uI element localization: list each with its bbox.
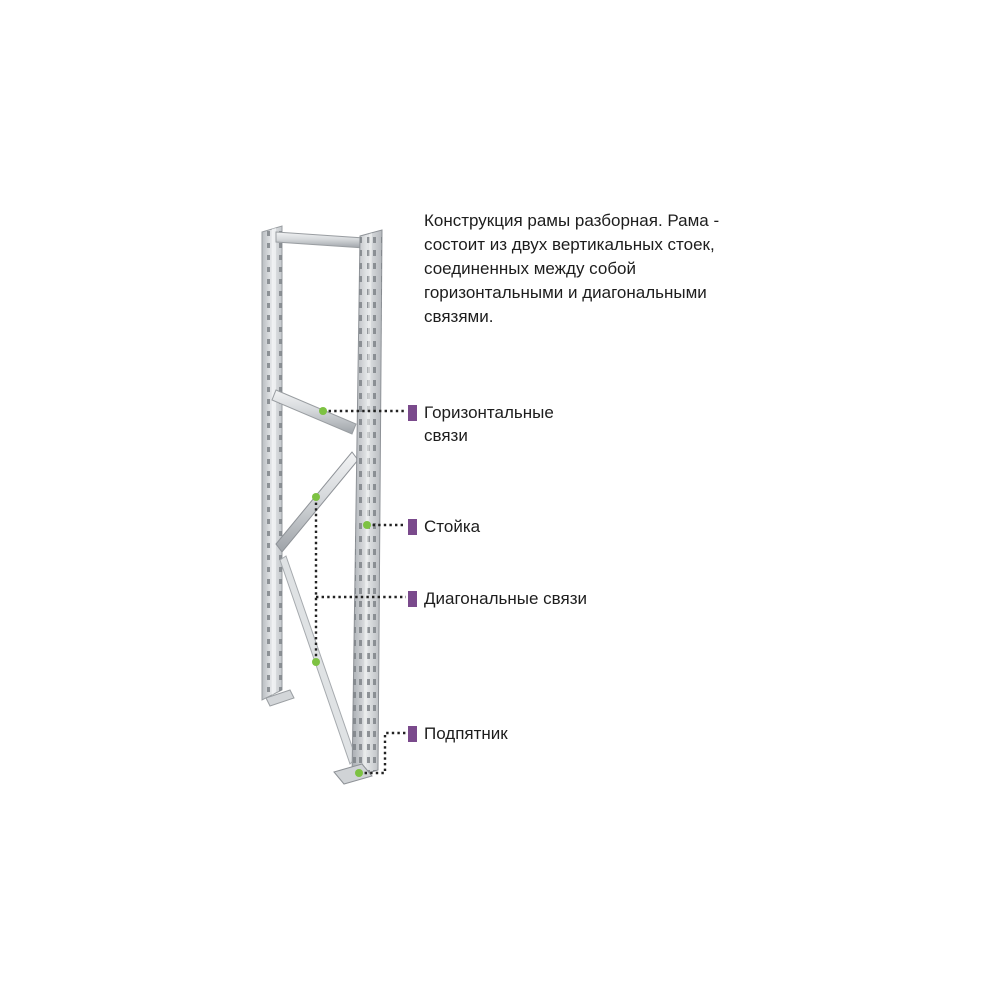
callout-label: Стойка [424, 517, 481, 536]
top-horizontal-brace [276, 232, 364, 248]
dot-footplate [355, 769, 363, 777]
dot-upright [363, 521, 371, 529]
frame-description: Конструкция рамы разборная. Рама - состоит из двух вертикальных стоек, соединенных между собой горизонтальными и диагональными связями. [424, 211, 720, 326]
callout-marker [408, 591, 417, 607]
callout-footplate [408, 726, 594, 745]
callout-label: Подпятник [424, 724, 508, 743]
dot-diagonal-lower [312, 658, 320, 666]
dot-horizontal [319, 407, 327, 415]
right-upright [352, 230, 382, 778]
callout-marker [408, 726, 417, 742]
callout-upright [408, 519, 594, 538]
callout-horizontal-braces [408, 405, 594, 447]
callout-diagonal-braces [408, 591, 594, 610]
callout-label: Горизонтальные связи [424, 403, 554, 445]
callout-label: Диагональные связи [424, 589, 587, 608]
callout-marker [408, 405, 417, 421]
middle-horizontal-brace [272, 390, 356, 434]
left-upright [262, 226, 282, 700]
callout-marker [408, 519, 417, 535]
dot-diagonal-upper [312, 493, 320, 501]
